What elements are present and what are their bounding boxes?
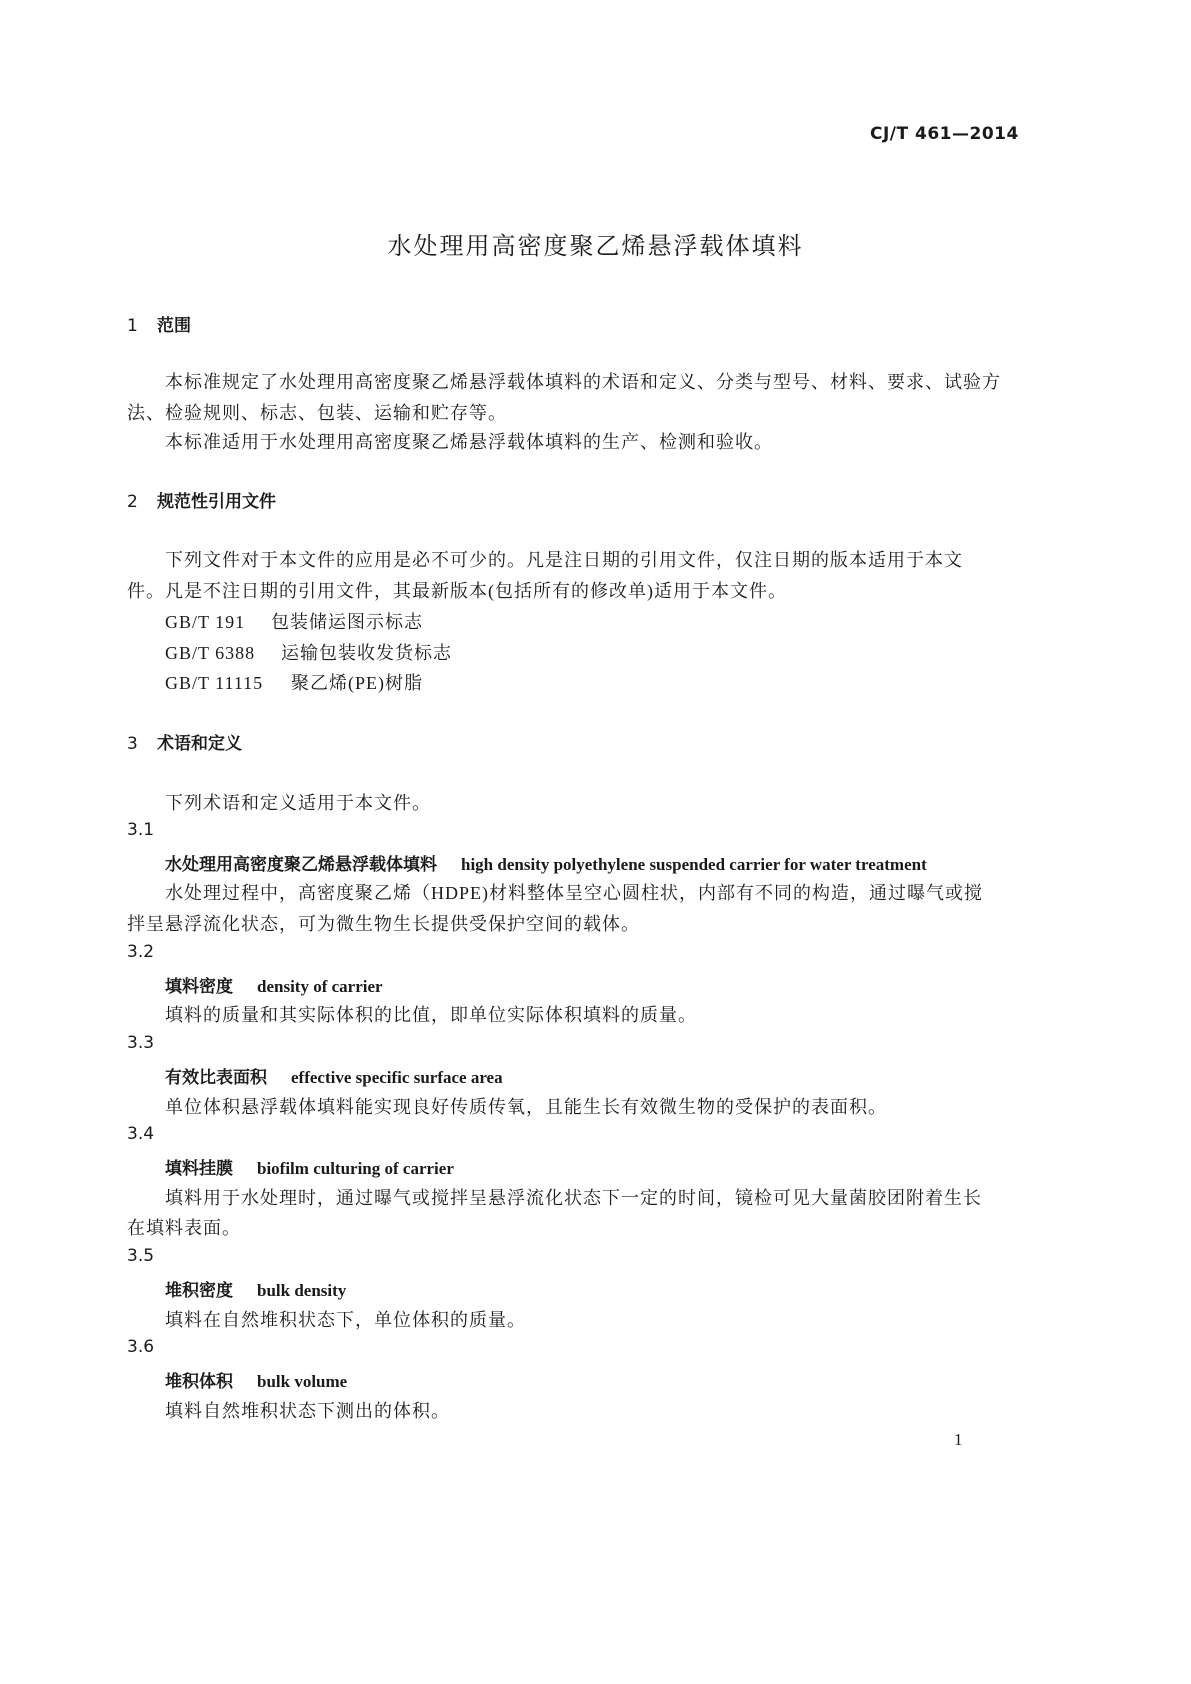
term-definition-line-1: 水处理过程中，高密度聚乙烯（HDPE)材料整体呈空心圆柱状，内部有不同的构造，通过曝气或搅: [165, 883, 983, 903]
section-number: 1: [127, 316, 138, 336]
term-chinese: 水处理用高密度聚乙烯悬浮载体填料: [165, 855, 437, 875]
term-definition-line-1: 填料的质量和其实际体积的比值，即单位实际体积填料的质量。: [165, 1005, 697, 1025]
standard-code: CJ/T 461—2014: [870, 124, 1019, 144]
section-1-para-1-line-1: 本标准规定了水处理用高密度聚乙烯悬浮载体填料的术语和定义、分类与型号、材料、要求、试验方: [165, 372, 1001, 392]
section-title: 规范性引用文件: [157, 492, 276, 512]
reference-name: 运输包装收发货标志: [281, 643, 452, 663]
reference-name: 聚乙烯(PE)树脂: [291, 673, 423, 693]
term-definition-line-2: 在填料表面。: [127, 1218, 241, 1238]
term-definition-line-1: 填料在自然堆积状态下，单位体积的质量。: [165, 1310, 526, 1330]
term-chinese: 填料挂膜: [165, 1159, 233, 1179]
reference-item: [165, 608, 423, 634]
reference-code: GB/T 11115: [165, 673, 264, 693]
term-chinese: 填料密度: [165, 977, 233, 997]
section-1-para-2: 本标准适用于水处理用高密度聚乙烯悬浮载体填料的生产、检测和验收。: [165, 432, 773, 452]
term-chinese: 堆积密度: [165, 1281, 233, 1301]
term-number: 3.3: [127, 1033, 155, 1053]
page-number: 1: [954, 1430, 963, 1449]
term-english: high density polyethylene suspended carrier for water treatment: [461, 855, 927, 874]
term-english: biofilm culturing of carrier: [257, 1159, 454, 1178]
term-definition-line-1: 单位体积悬浮载体填料能实现良好传质传氧，且能生长有效微生物的受保护的表面积。: [165, 1097, 887, 1117]
reference-name: 包装储运图示标志: [271, 612, 423, 632]
term-number: 3.4: [127, 1124, 155, 1144]
term-heading: [165, 1063, 503, 1088]
section-title: 术语和定义: [157, 734, 242, 754]
term-number: 3.1: [127, 820, 155, 840]
term-definition-line-1: 填料用于水处理时，通过曝气或搅拌呈悬浮流化状态下一定的时间，镜检可见大量菌胶团附着生长: [165, 1188, 982, 1208]
reference-code: GB/T 6388: [165, 643, 256, 663]
term-chinese: 堆积体积: [165, 1372, 233, 1392]
term-english: density of carrier: [257, 977, 383, 996]
document-title: 水处理用高密度聚乙烯悬浮载体填料: [387, 232, 804, 260]
section-1-para-1-line-2: 法、检验规则、标志、包装、运输和贮存等。: [127, 403, 507, 423]
section-title: 范围: [157, 316, 191, 336]
term-heading: [165, 1154, 454, 1179]
term-heading: [165, 1367, 347, 1392]
section-2-para-1-line-2: 件。凡是不注日期的引用文件，其最新版本(包括所有的修改单)适用于本文件。: [127, 581, 787, 601]
term-chinese: 有效比表面积: [165, 1068, 267, 1088]
section-2-heading: [127, 487, 276, 512]
term-heading: [165, 850, 927, 875]
term-number: 3.6: [127, 1337, 155, 1357]
term-english: bulk density: [257, 1281, 347, 1300]
reference-item: [165, 639, 452, 665]
term-number: 3.5: [127, 1246, 155, 1266]
section-1-heading: [127, 311, 191, 336]
term-heading: [165, 972, 383, 997]
term-number: 3.2: [127, 942, 155, 962]
section-3-intro: 下列术语和定义适用于本文件。: [165, 793, 431, 813]
term-definition-line-2: 拌呈悬浮流化状态，可为微生物生长提供受保护空间的载体。: [127, 914, 640, 934]
section-3-heading: [127, 729, 242, 754]
term-english: bulk volume: [257, 1372, 348, 1391]
reference-item: [165, 669, 423, 695]
term-heading: [165, 1276, 346, 1301]
section-number: 3: [127, 734, 138, 754]
term-english: effective specific surface area: [291, 1068, 503, 1087]
section-2-para-1-line-1: 下列文件对于本文件的应用是必不可少的。凡是注日期的引用文件，仅注日期的版本适用于本文: [165, 550, 963, 570]
section-number: 2: [127, 492, 138, 512]
term-definition-line-1: 填料自然堆积状态下测出的体积。: [165, 1401, 450, 1421]
reference-code: GB/T 191: [165, 612, 246, 632]
